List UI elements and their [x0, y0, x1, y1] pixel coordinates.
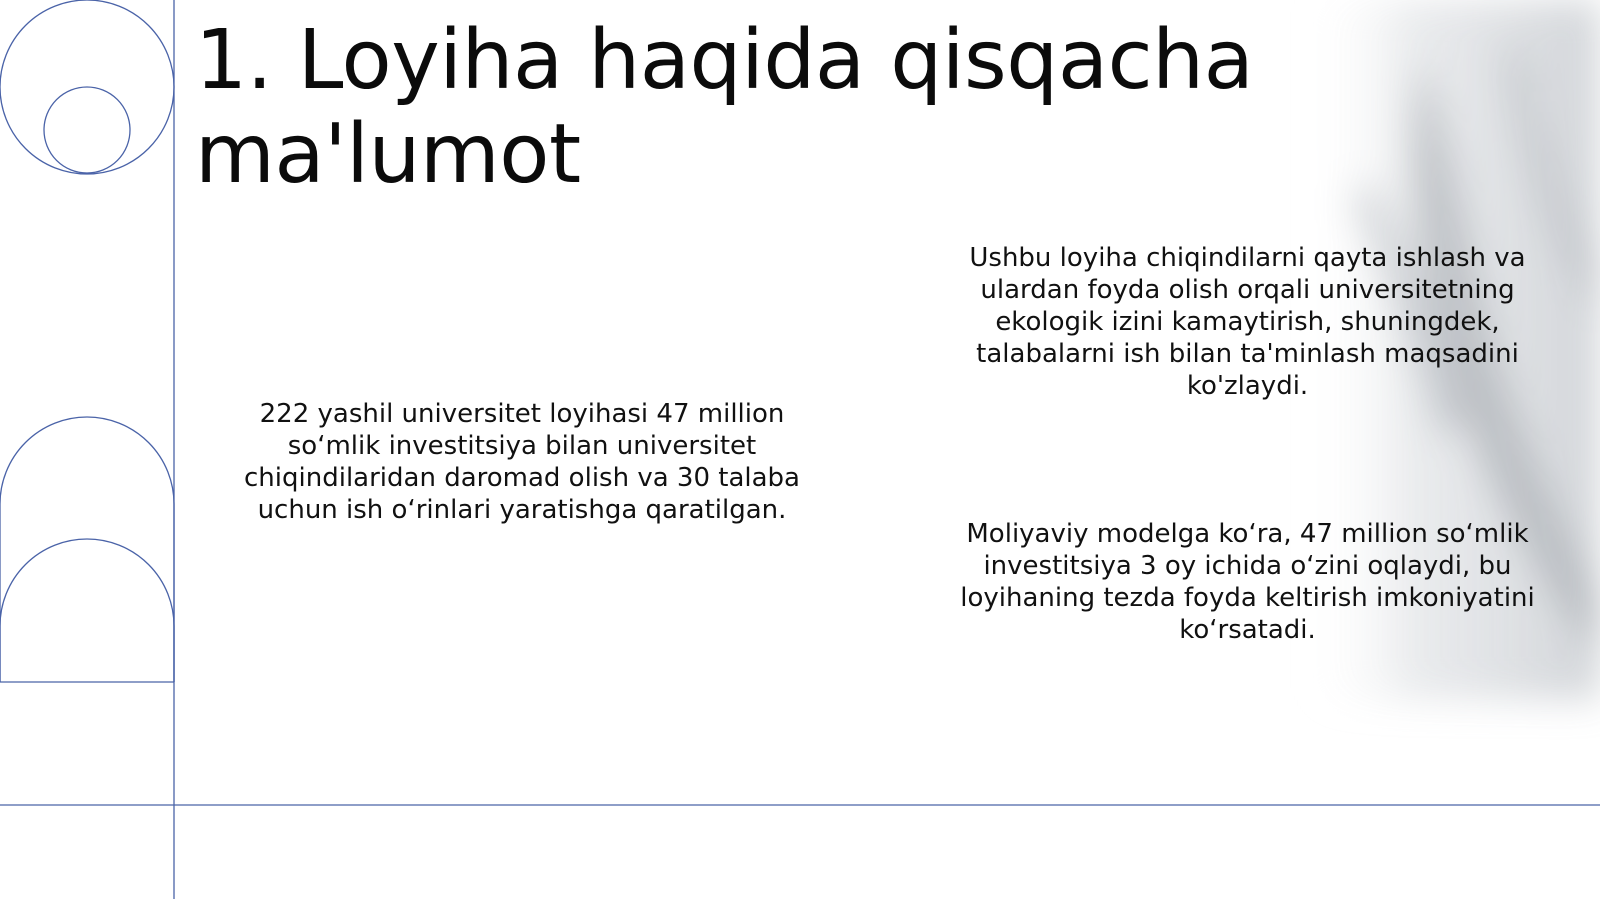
small-circle-outline: [44, 87, 130, 173]
upper-arch-outline: [0, 417, 174, 682]
slide-title: 1. Loyiha haqida qisqacha ma'lumot: [195, 13, 1254, 202]
summary-paragraph-left: 222 yashil universitet loyihasi 47 million so‘mlik investitsiya bilan universitet chiqindilaridan daromad olish va 30 talaba uchun ish o‘rinlari yaratishga qaratilgan.: [244, 399, 800, 525]
summary-paragraph-right-bottom: Moliyaviy modelga ko‘ra, 47 million so‘mlik investitsiya 3 oy ichida o‘zini oqlaydi, bu loyihaning tezda foyda keltirish imkoniyatini ko‘rsatadi.: [960, 519, 1535, 645]
summary-paragraph-right-top: Ushbu loyiha chiqindilarni qayta ishlash va ulardan foyda olish orqali universitetning ekologik izini kamaytirish, shuningdek, talabalarni ish bilan ta'minlash maqsadini ko'zlaydi.: [969, 243, 1526, 401]
lower-arch-outline: [0, 539, 174, 682]
